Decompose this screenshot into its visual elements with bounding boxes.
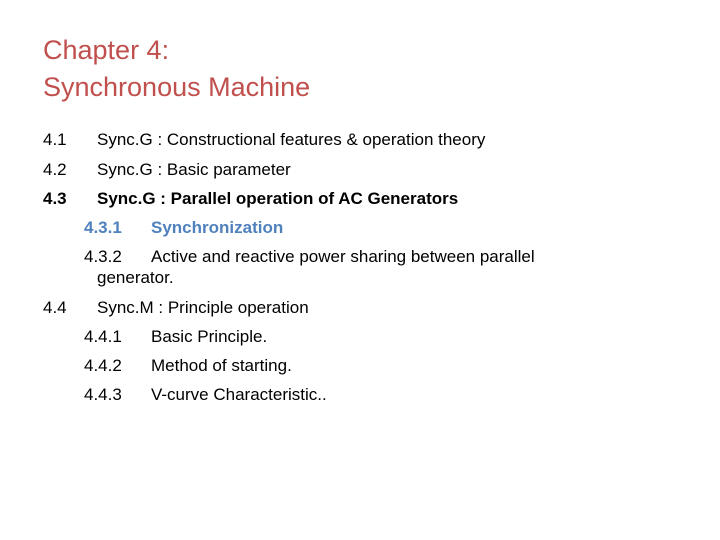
section-number: 4.1 [43, 130, 67, 149]
section-number: 4.4 [43, 298, 67, 317]
section-title: Sync.G : Parallel operation of AC Generators [97, 189, 459, 208]
subsection-title: Basic Principle. [151, 327, 268, 346]
section-title: Sync.G : Constructional features & operation theory [97, 130, 486, 149]
subsection-number: 4.3.1 [84, 218, 122, 237]
title-line-1: Chapter 4: [43, 35, 170, 65]
section-number: 4.2 [43, 160, 67, 179]
subsection-number: 4.4.3 [84, 385, 122, 404]
subsection-number: 4.4.1 [84, 327, 122, 346]
subsection-title: Method of starting. [151, 356, 292, 375]
section-number: 4.3 [43, 189, 67, 208]
subsection-number: 4.4.2 [84, 356, 122, 375]
subsection-title-continued: generator. [97, 268, 174, 287]
section-title: Sync.M : Principle operation [97, 298, 309, 317]
title-line-2: Synchronous Machine [43, 72, 311, 102]
subsection-title: Active and reactive power sharing between parallel [151, 247, 535, 266]
subsection-title: Synchronization [151, 218, 284, 237]
subsection-title: V-curve Characteristic.. [151, 385, 327, 404]
subsection-number: 4.3.2 [84, 247, 122, 266]
section-title: Sync.G : Basic parameter [97, 160, 291, 179]
